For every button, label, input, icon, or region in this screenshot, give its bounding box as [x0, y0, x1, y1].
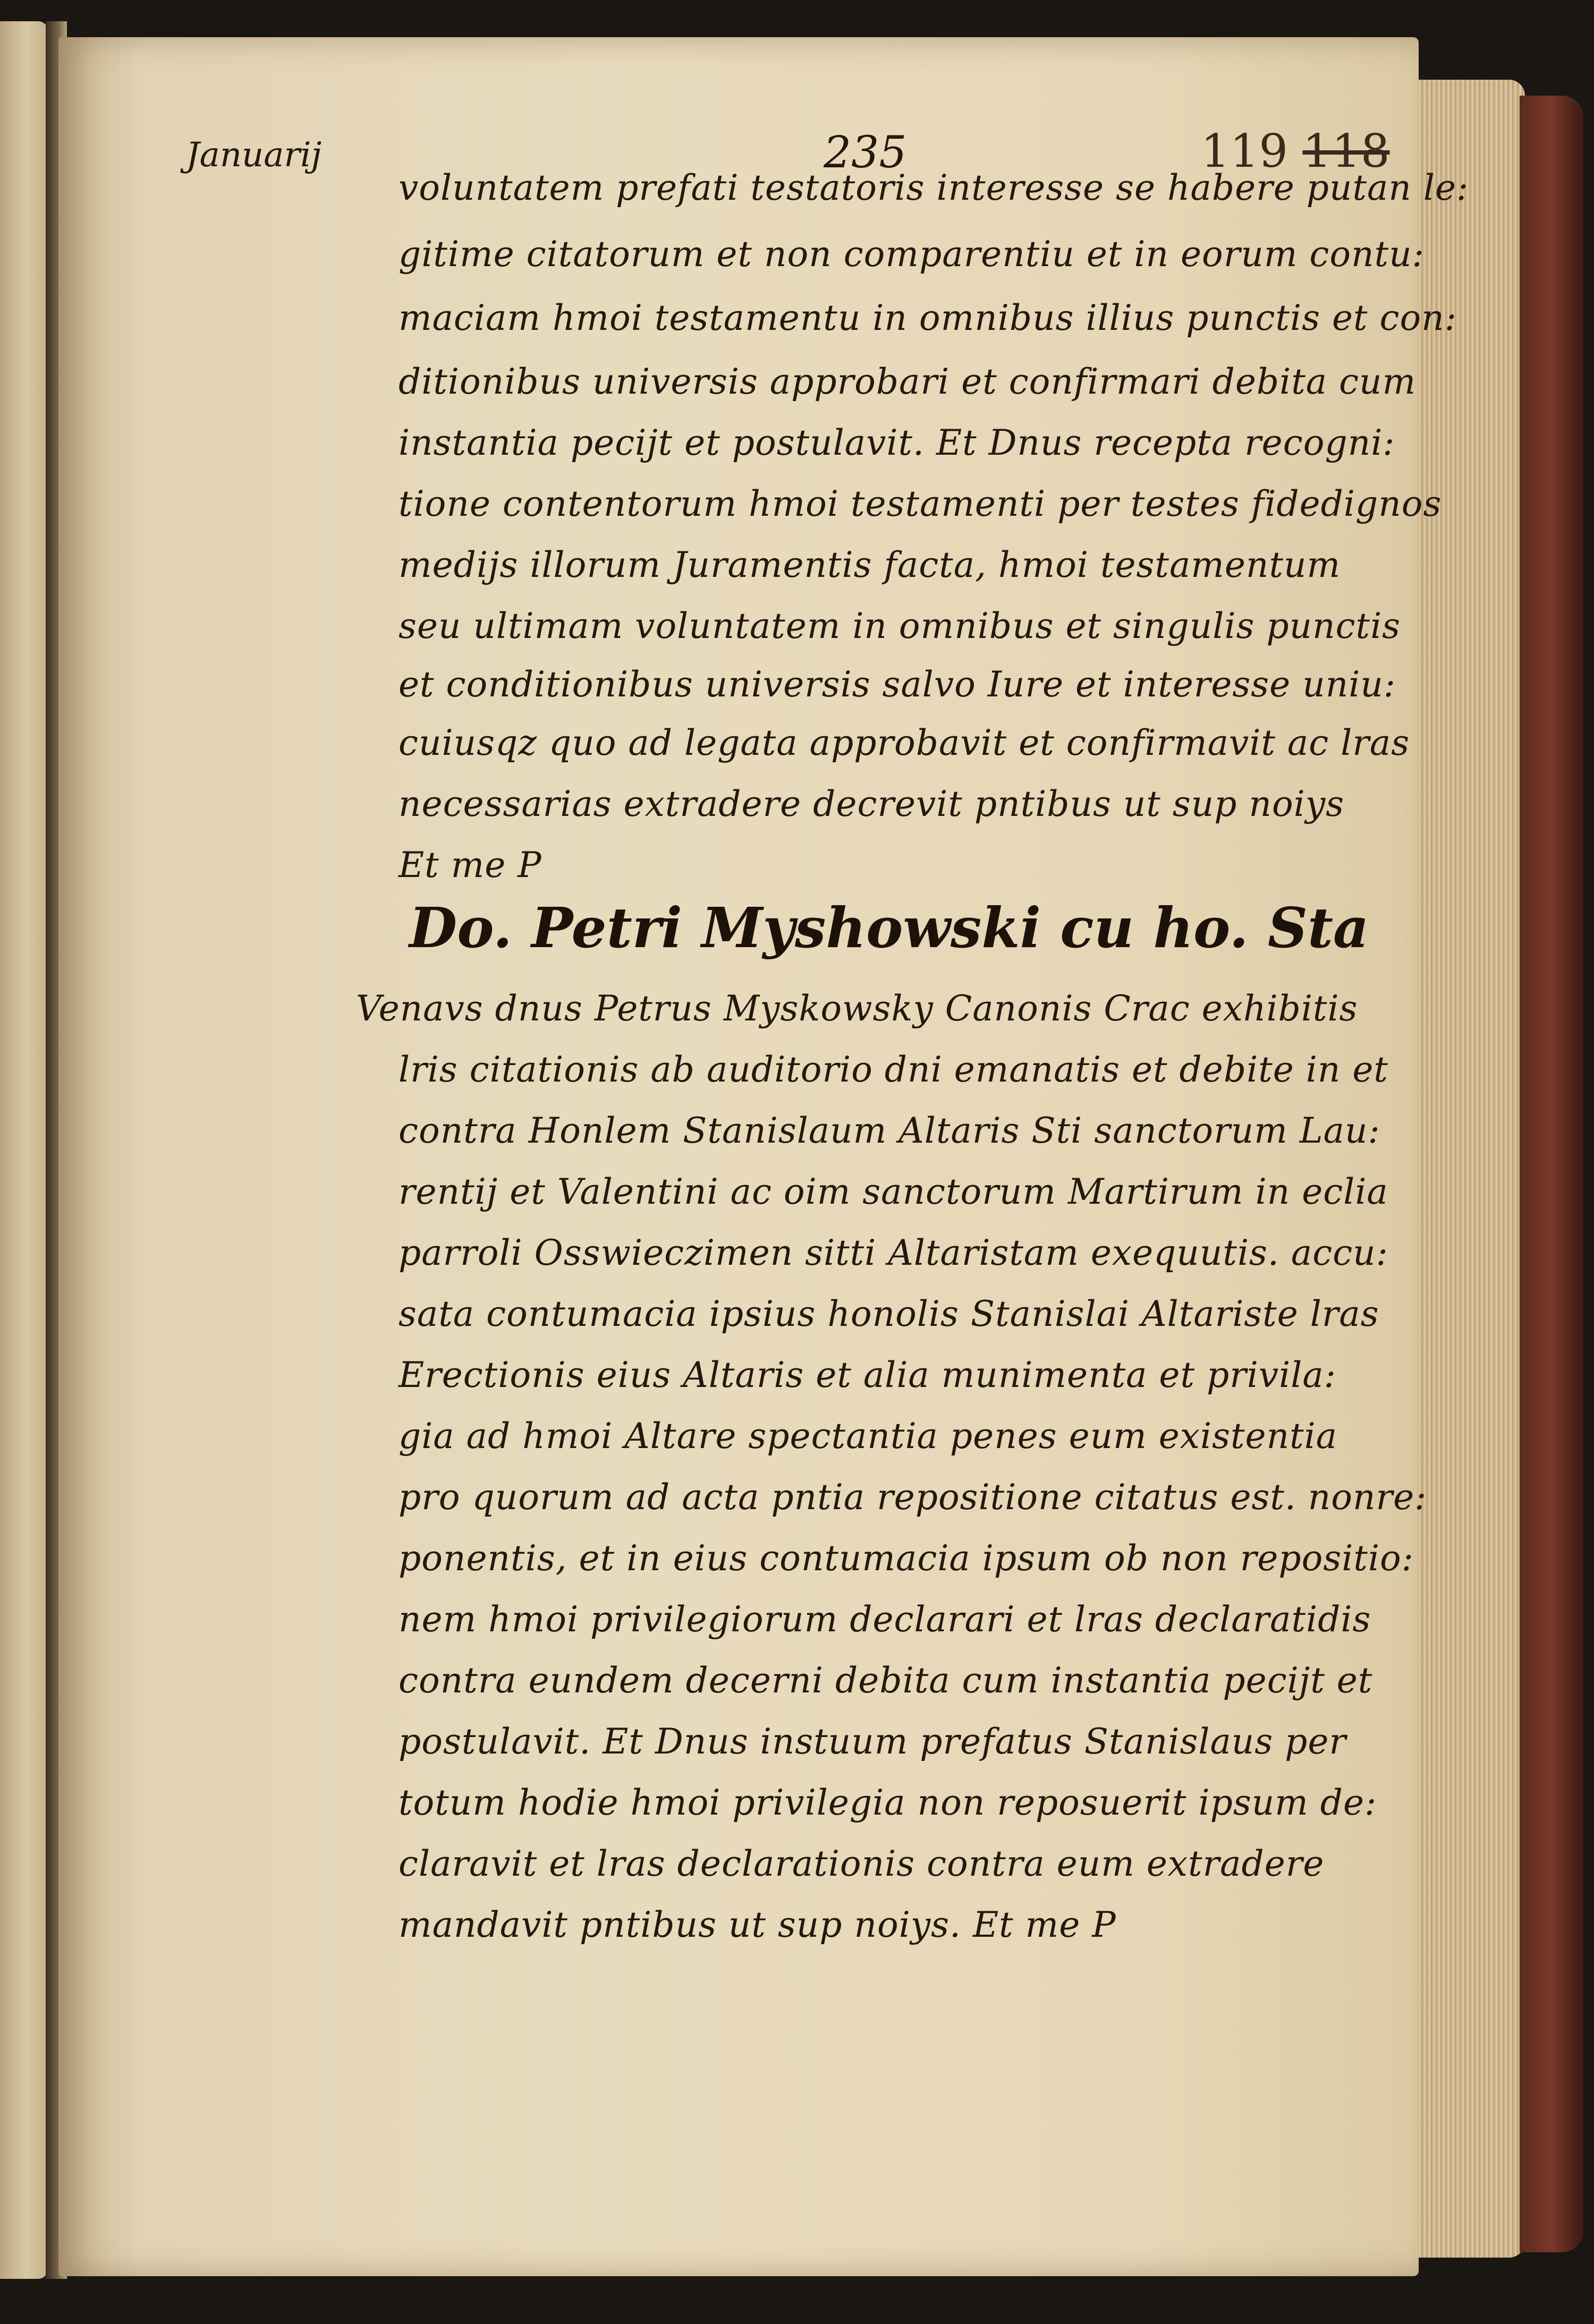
cover-edge — [1520, 96, 1583, 2252]
entry-2-line: lris citationis ab auditorio dni emanatis et debite in et — [398, 1049, 1388, 1090]
entry-2-line: mandavit pntibus ut sup noiys. Et me P — [398, 1904, 1116, 1945]
entry-2-line: nem hmoi privilegiorum declarari et lras declaratidis — [398, 1599, 1371, 1640]
entry-1-line: tione contentorum hmoi testamenti per testes fidedignos — [398, 483, 1442, 524]
entry-2-line: parroli Osswieczimen sitti Altaristam exequutis. accu: — [398, 1232, 1388, 1273]
entry-2-line: Venavs dnus Petrus Myskowsky Canonis Crac exhibitis — [356, 988, 1358, 1029]
entry-2-line: totum hodie hmoi privilegia non reposuerit ipsum de: — [398, 1782, 1377, 1823]
previous-page-edge — [0, 21, 48, 2279]
entry-1-line: maciam hmoi testamentu in omnibus illius punctis et con: — [398, 297, 1457, 338]
entry-1-line: seu ultimam voluntatem in omnibus et singulis punctis — [398, 606, 1401, 646]
entry-2-heading: Do. Petri Myshowski cu ho. Sta — [409, 895, 1369, 960]
folio-new: 119 — [1201, 125, 1288, 178]
entry-1-signature: Et me P — [398, 845, 542, 886]
entry-1-line: gitime citatorum et non comparentiu et in eorum contu: — [398, 234, 1425, 275]
entry-1-line: et conditionibus universis salvo Iure et interesse uniu: — [398, 664, 1396, 705]
page-block-fore-edge — [1419, 80, 1525, 2258]
entry-2-line: Erectionis eius Altaris et alia munimenta et privila: — [398, 1355, 1336, 1395]
entry-2-line: contra Honlem Stanislaum Altaris Sti sanctorum Lau: — [398, 1110, 1380, 1151]
entry-1-line: instantia pecijt et postulavit. Et Dnus recepta recogni: — [398, 422, 1395, 463]
entry-2-line: sata contumacia ipsius honolis Stanislai Altariste lras — [398, 1293, 1379, 1334]
entry-1-line: necessarias extradere decrevit pntibus ut sup noiys — [398, 784, 1345, 824]
entry-1-line: ditionibus universis approbari et confirmari debita cum — [398, 361, 1417, 402]
entry-1-line: medijs illorum Juramentis facta, hmoi testamentum — [398, 544, 1341, 585]
entry-2-line: ponentis, et in eius contumacia ipsum ob non repositio: — [398, 1538, 1414, 1579]
entry-2-line: contra eundem decerni debita cum instantia pecijt et — [398, 1660, 1373, 1701]
entry-1-line: cuiusqz quo ad legata approbavit et confirmavit ac lras — [398, 722, 1410, 763]
month-note: Januarij — [186, 135, 322, 175]
manuscript-page — [58, 37, 1469, 2276]
entry-2-line: pro quorum ad acta pntia repositione citatus est. nonre: — [398, 1477, 1427, 1518]
entry-1-line: voluntatem prefati testatoris interesse se habere putan le: — [398, 167, 1469, 208]
entry-2-line: postulavit. Et Dnus instuum prefatus Stanislaus per — [398, 1721, 1347, 1762]
entry-2-line: claravit et lras declarationis contra eum extradere — [398, 1843, 1325, 1884]
folio-old: 118 — [1302, 125, 1390, 178]
entry-2-line: rentij et Valentini ac oim sanctorum Martirum in eclia — [398, 1171, 1388, 1212]
page-number: 235 — [824, 127, 907, 178]
entry-2-line: gia ad hmoi Altare spectantia penes eum existentia — [398, 1416, 1338, 1457]
